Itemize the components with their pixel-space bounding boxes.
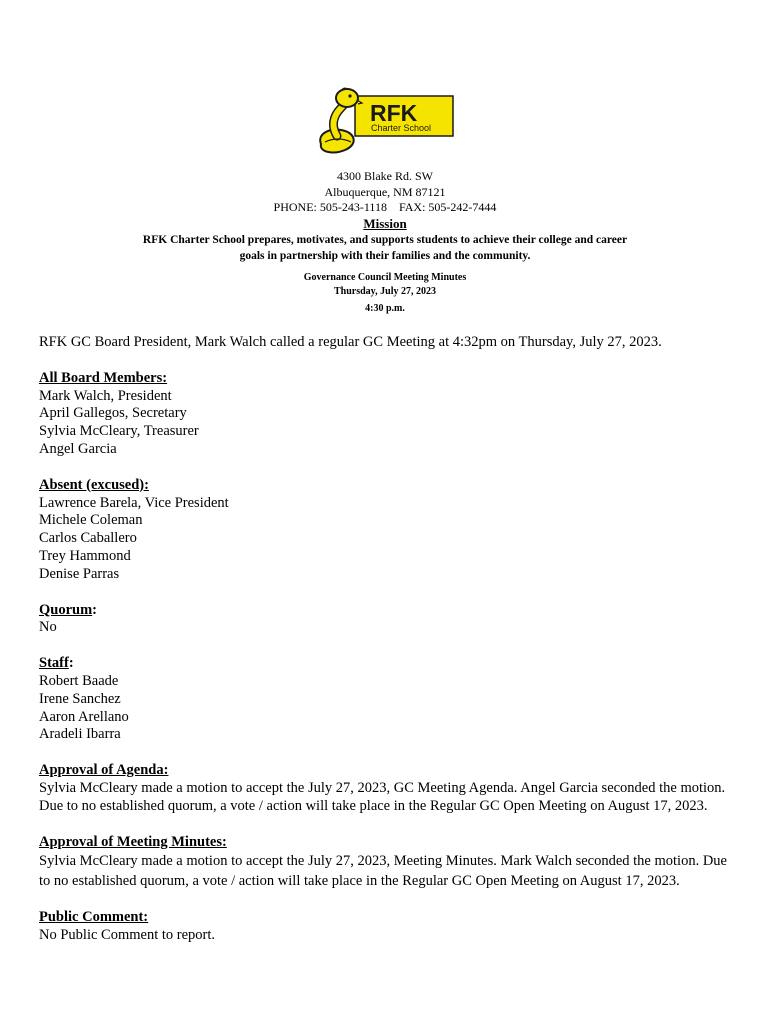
list-item: Sylvia McCleary, Treasurer xyxy=(39,423,199,440)
board-members-heading: All Board Members: xyxy=(39,369,168,386)
list-item: Mark Walch, President xyxy=(39,387,172,404)
list-item: Aradeli Ibarra xyxy=(39,726,121,743)
staff-colon: : xyxy=(68,655,74,672)
minutes-section xyxy=(39,834,739,892)
logo-text: RFK xyxy=(370,100,418,126)
phone-fax-line: PHONE: 505-243-1118 FAX: 505-242-7444 xyxy=(273,200,497,214)
list-item: Irene Sanchez xyxy=(39,690,121,707)
list-item: Trey Hammond xyxy=(39,547,131,564)
list-item: Carlos Caballero xyxy=(39,530,137,547)
list-item: Angel Garcia xyxy=(39,440,117,457)
school-logo xyxy=(315,86,460,158)
meeting-title: Governance Council Meeting Minutes xyxy=(303,271,467,283)
quorum-colon: : xyxy=(92,601,98,618)
list-item: Denise Parras xyxy=(39,565,120,582)
list-item: Robert Baade xyxy=(39,672,119,689)
cobra-logo-icon xyxy=(315,86,460,158)
minutes-text: Sylvia McCleary made a motion to accept the July 27, 2023, Meeting Minutes. Mark Walch seconded the motion. Due to no established quorum, a vote / action will take place in the Regular GC Open Meeting on August 17, 2023. xyxy=(39,853,727,890)
absent-heading: Absent (excused): xyxy=(39,476,149,493)
public-comment-section xyxy=(39,909,739,945)
list-item: Aaron Arellano xyxy=(39,708,129,725)
staff-section xyxy=(39,655,739,744)
meeting-date: Thursday, July 27, 2023 xyxy=(334,286,436,297)
letterhead xyxy=(0,169,770,316)
staff-heading: Staff xyxy=(39,655,69,672)
address-line-2: Albuquerque, NM 87121 xyxy=(324,184,446,199)
meeting-time: 4:30 p.m. xyxy=(365,302,405,314)
absent-section xyxy=(39,477,739,584)
board-members-section xyxy=(39,370,739,459)
public-comment-heading: Public Comment: xyxy=(39,909,149,926)
agenda-heading: Approval of Agenda: xyxy=(39,762,169,779)
minutes-heading: Approval of Meeting Minutes: xyxy=(39,833,227,850)
list-item: Lawrence Barela, Vice President xyxy=(39,494,229,511)
quorum-section xyxy=(39,602,739,638)
agenda-text: Sylvia McCleary made a motion to accept the July 27, 2023, GC Meeting Agenda. Angel Garcia seconded the motion. Due to no established quorum, a vote / action will take place in the Regular GC Open Meeting on August 17, 2023. xyxy=(39,779,726,814)
address-line-1: 4300 Blake Rd. SW xyxy=(337,169,433,183)
intro-paragraph: RFK GC Board President, Mark Walch called a regular GC Meeting at 4:32pm on Thursday, July 27, 2023. xyxy=(39,334,662,350)
agenda-section xyxy=(39,762,739,815)
public-comment-text: No Public Comment to report. xyxy=(39,927,215,944)
quorum-value: No xyxy=(39,619,57,636)
logo-subtitle: Charter School xyxy=(371,123,432,133)
mission-statement-line-1: RFK Charter School prepares, motivates, and supports students to achieve their college and career xyxy=(142,233,628,246)
minutes-body xyxy=(39,334,739,945)
quorum-heading: Quorum xyxy=(39,601,93,618)
mission-statement-line-2: goals in partnership with their families and the community. xyxy=(239,249,531,262)
list-item: April Gallegos, Secretary xyxy=(39,405,187,422)
list-item: Michele Coleman xyxy=(39,512,143,529)
mission-heading: Mission xyxy=(363,215,407,231)
